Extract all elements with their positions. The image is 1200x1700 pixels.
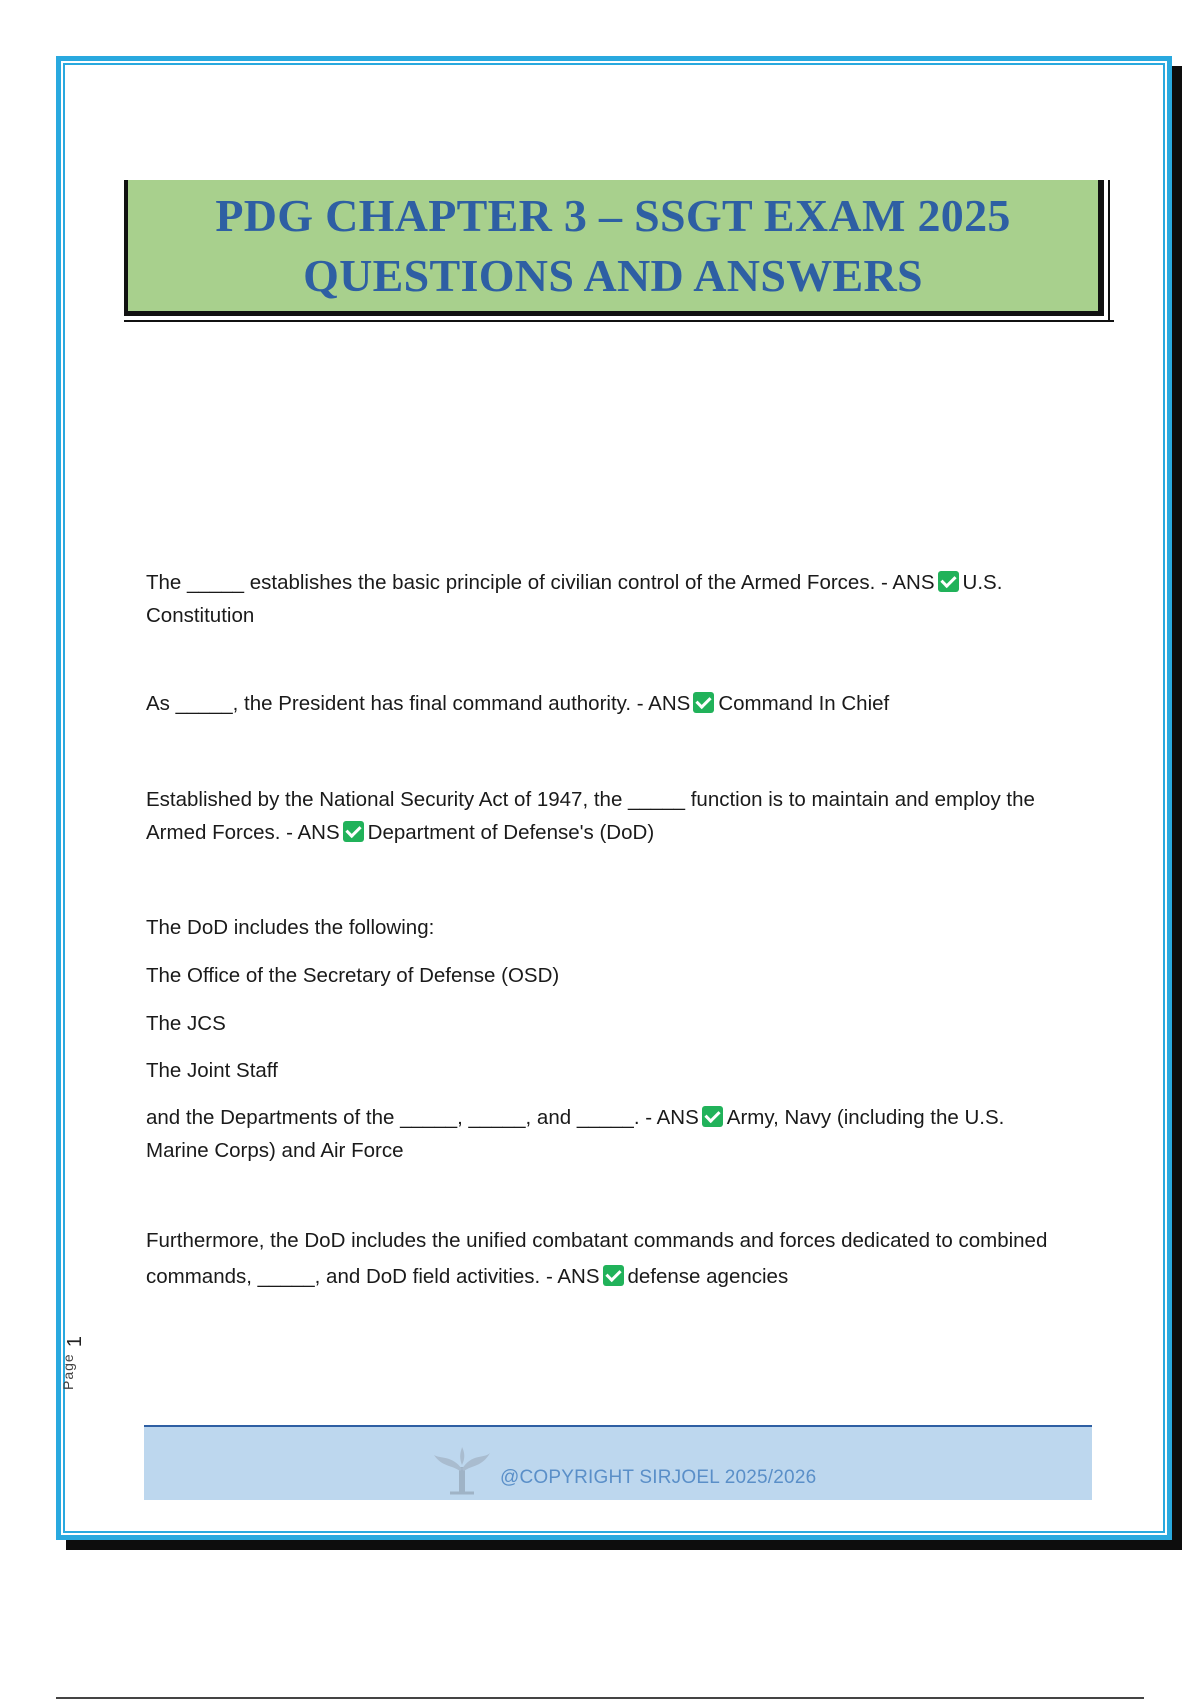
answer-text: defense agencies [627,1265,789,1288]
qa-item-2 [146,687,1086,720]
title-shadow-underline [124,320,1114,322]
qa-item-4-question [146,1101,1066,1167]
title-banner [124,180,1114,323]
question-text: The _____ establishes the basic principle of civilian control of the Armed Forces. - ANS [146,571,935,594]
question-text: Established by the National Security Act of 1947, the _____ function is to maintain and employ the Armed Forces. - ANS [146,788,1035,844]
intro-line: The DoD includes the following: [146,916,435,939]
answer-text: Command In Chief [718,692,890,715]
answer-text: U.S. Constitution [146,571,1003,627]
check-icon [702,1106,723,1127]
qa-content [146,566,1086,1295]
title-box [124,180,1104,316]
page-number: 1 [64,1335,87,1348]
qa-item-5 [146,1223,1066,1295]
answer-text: Army, Navy (including the U.S. Marine Corps) and Air Force [146,1106,1005,1162]
bottom-rule [56,1697,1144,1699]
page-label-text: Page [60,1353,76,1390]
intro-line: The Office of the Secretary of Defense (OSD) [146,964,560,987]
footer-band [144,1425,1092,1500]
check-icon [343,821,364,842]
intro-line: The JCS [146,1012,226,1035]
qa-item-3 [146,783,1091,849]
copyright-text: @COPYRIGHT SIRJOEL 2025/2026 [500,1467,817,1488]
qa-item-4 [146,911,1086,1167]
answer-text: Department of Defense's (DoD) [367,821,655,844]
question-text: As _____, the President has final command authority. - ANS [146,692,691,715]
qa-item-1 [146,566,1076,632]
check-icon [693,692,714,713]
check-icon [938,571,959,592]
tree-logo-icon [432,1445,492,1495]
title-line-1: PDG CHAPTER 3 – SSGT EXAM 2025 [215,189,1011,241]
question-text: and the Departments of the _____, _____, and _____. - ANS [146,1106,699,1129]
title-line-2: QUESTIONS AND ANSWERS [303,249,923,301]
title-shadow-side [1108,180,1110,322]
intro-line: The Joint Staff [146,1059,278,1082]
question-text: Furthermore, the DoD includes the unified combatant commands and forces dedicated to combined commands, _____, and DoD field activities. - ANS [146,1229,1048,1288]
check-icon [603,1265,624,1286]
